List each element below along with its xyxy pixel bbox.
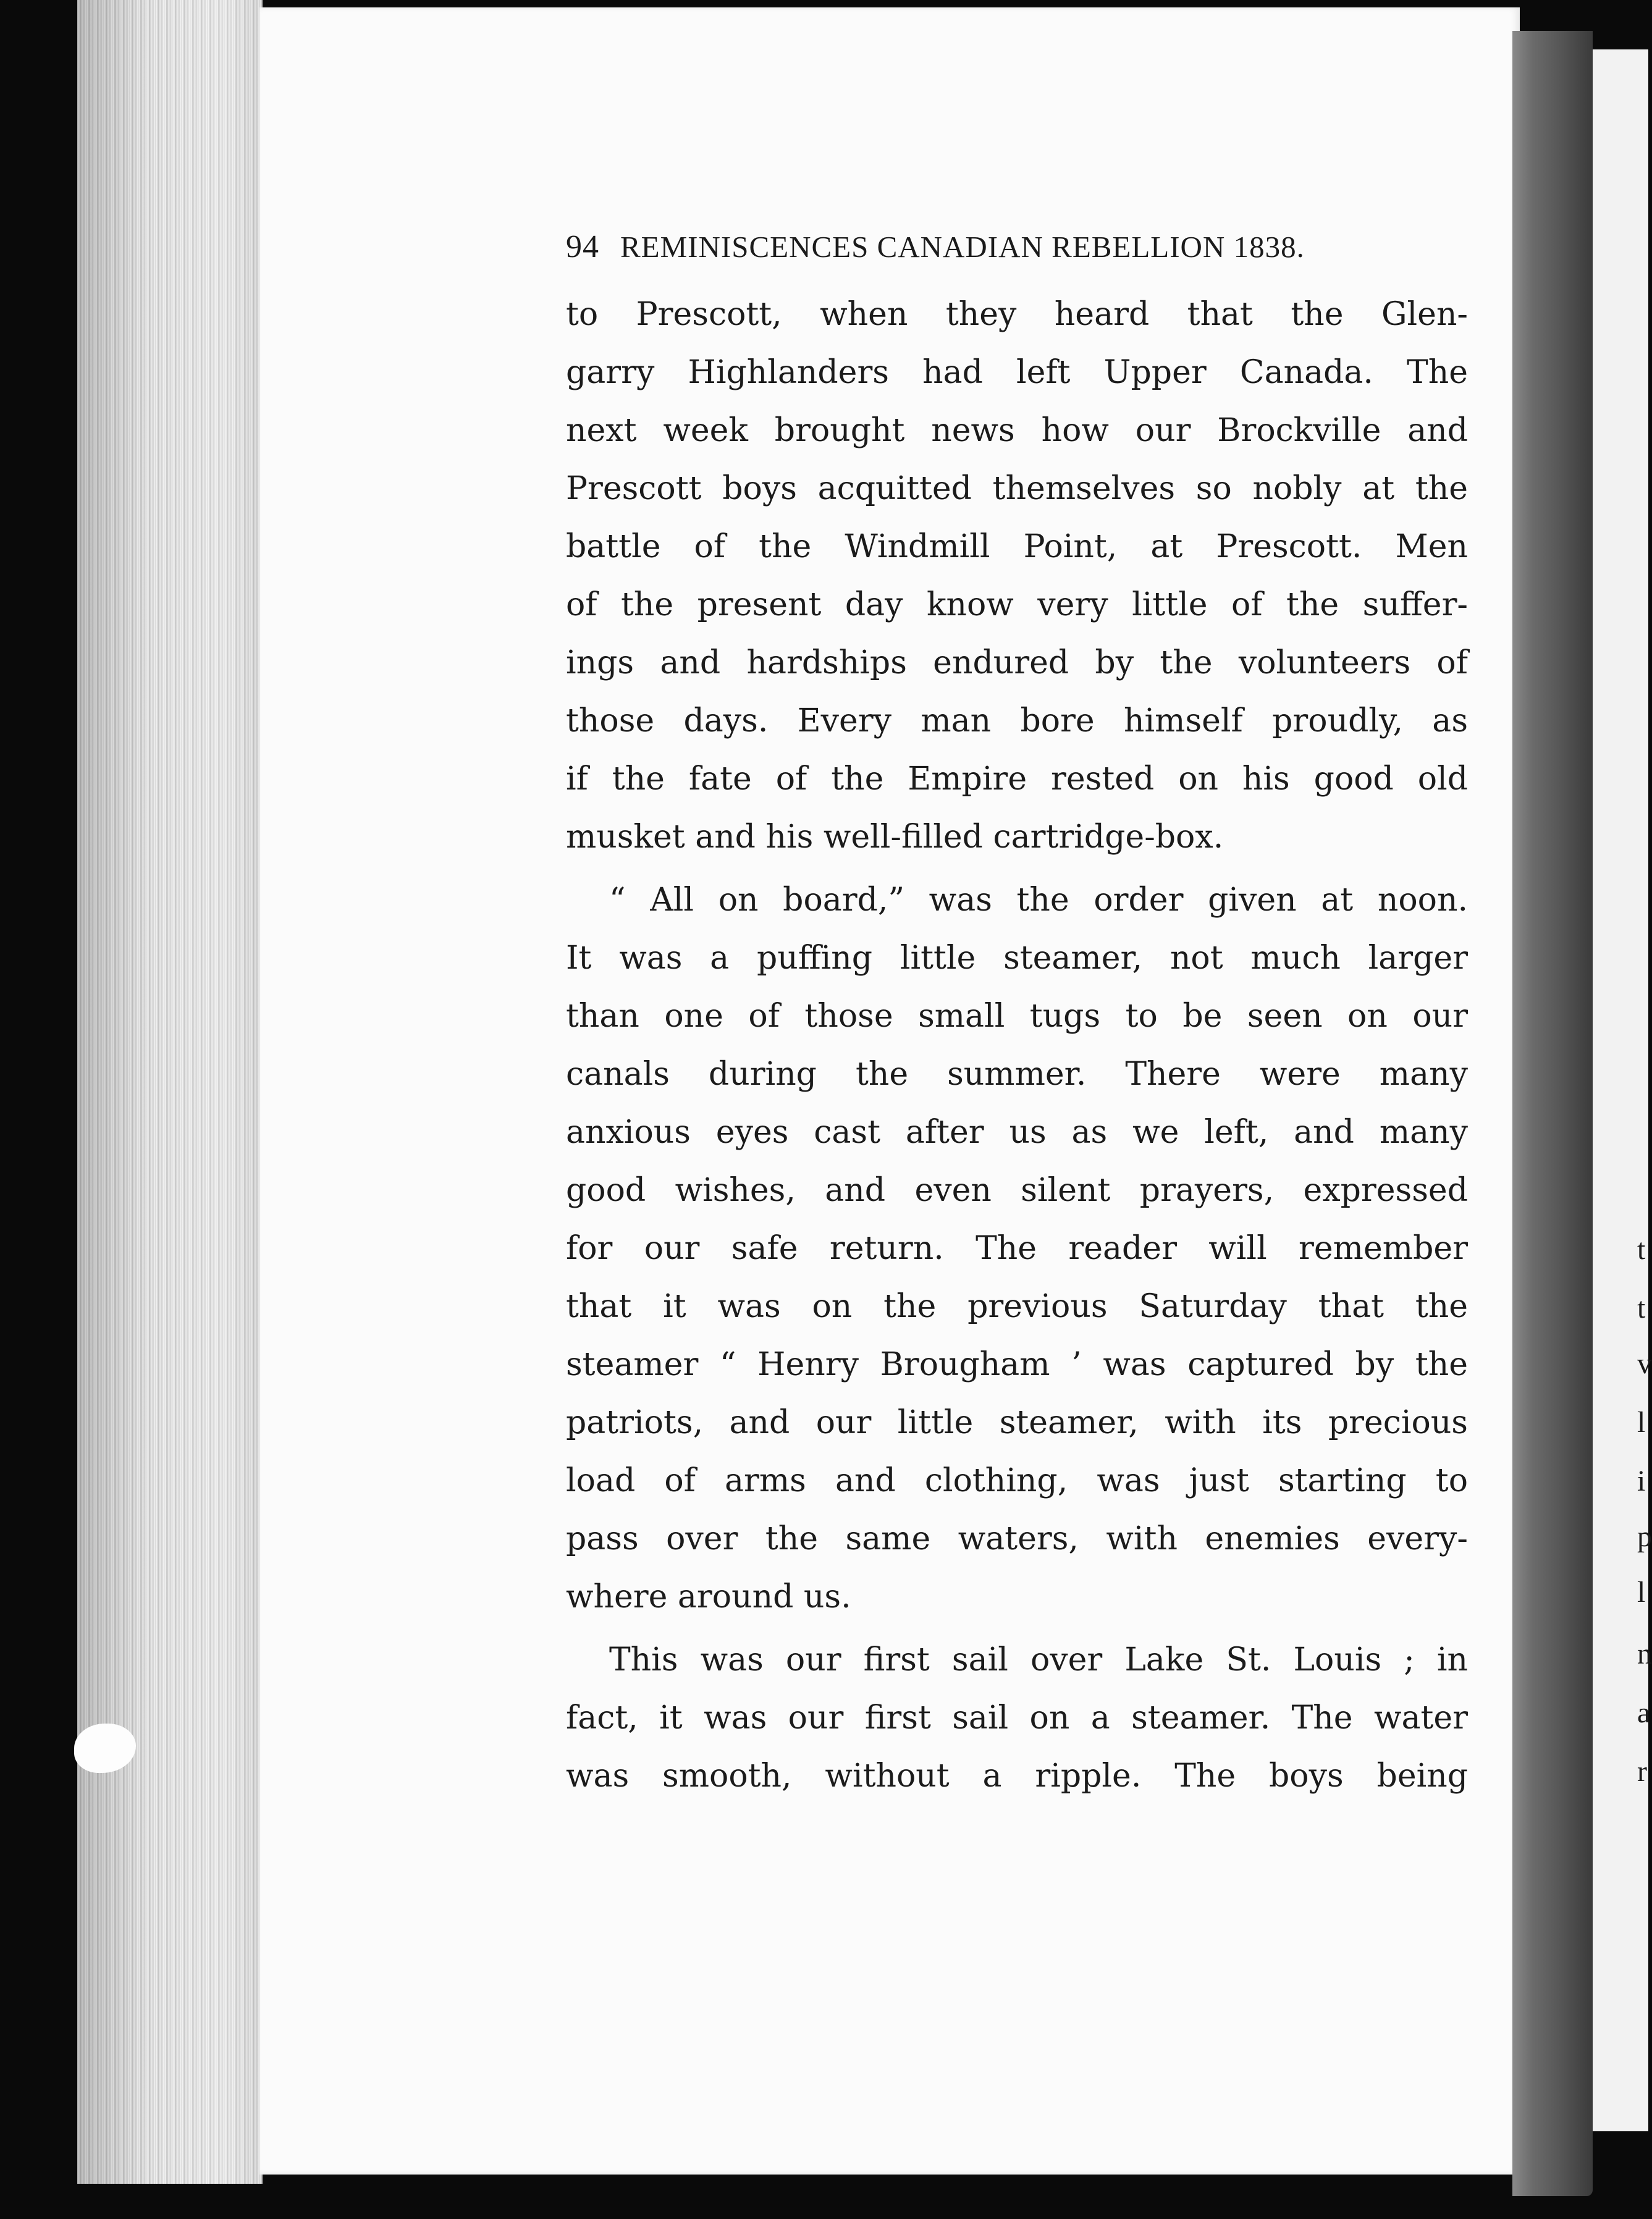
text-line: those days. Every man bore himself proudly, as [566, 702, 1468, 739]
text-line: that it was on the previous Saturday that the [566, 1288, 1468, 1325]
text-line: musket and his well-filled cartridge-box. [566, 819, 1224, 856]
text-line: fact, it was our first sail on a steamer. The water [566, 1699, 1468, 1737]
text-line: anxious eyes cast after us as we left, and many [566, 1114, 1468, 1151]
text-line: if the fate of the Empire rested on his good old [566, 760, 1468, 798]
text-line: where around us. [566, 1578, 851, 1615]
next-page-letter: t [1637, 1292, 1646, 1324]
paragraph [566, 1631, 1468, 1805]
text-line: steamer “ Henry Brougham ’ was captured by the [566, 1346, 1468, 1383]
text-line: ings and hardships endured by the volunteers of [566, 644, 1468, 681]
next-page-edge [1593, 49, 1651, 2131]
page-edges-shadow [77, 0, 263, 2184]
next-page-letter: i [1637, 1465, 1646, 1497]
next-page-letter: r [1637, 1755, 1647, 1788]
page-number: 94 [566, 229, 599, 264]
text-line: “ All on board,” was the order given at noon. [609, 882, 1468, 919]
text-line: to Prescott, when they heard that the Glen- [566, 296, 1468, 333]
next-page-letter: l [1637, 1576, 1646, 1609]
text-line: patriots, and our little steamer, with its precious [566, 1404, 1468, 1441]
page-content [566, 229, 1468, 1805]
text-line: for our safe return. The reader will remember [566, 1230, 1468, 1267]
running-head [566, 229, 1468, 272]
paragraph [566, 871, 1468, 1626]
next-page-letter: t [1637, 1233, 1646, 1266]
next-page-letter: a [1637, 1696, 1651, 1729]
text-line: battle of the Windmill Point, at Prescott. Men [566, 528, 1468, 565]
text-line: was smooth, without a ripple. The boys being [566, 1758, 1468, 1795]
next-page-letter: v [1637, 1347, 1652, 1380]
text-line: garry Highlanders had left Upper Canada. The [566, 354, 1468, 391]
text-line: next week brought news how our Brockville and [566, 412, 1468, 449]
text-line: load of arms and clothing, was just starting to [566, 1462, 1468, 1499]
text-line: canals during the summer. There were many [566, 1056, 1468, 1093]
next-page-letter: l [1637, 1406, 1646, 1439]
text-line: than one of those small tugs to be seen on our [566, 998, 1468, 1035]
text-line: of the present day know very little of the suffer- [566, 586, 1468, 623]
next-page-letter: p [1637, 1520, 1652, 1553]
next-page-letter: n [1637, 1638, 1652, 1670]
running-title: REMINISCENCES CANADIAN REBELLION 1838. [620, 230, 1305, 264]
text-line: This was our first sail over Lake St. Louis ; in [609, 1641, 1468, 1678]
gutter-shadow [1512, 31, 1593, 2196]
text-line: pass over the same waters, with enemies every- [566, 1520, 1468, 1557]
text-line: It was a puffing little steamer, not much larger [566, 940, 1468, 977]
text-line: good wishes, and even silent prayers, expressed [566, 1172, 1468, 1209]
paragraph [566, 285, 1468, 866]
text-line: Prescott boys acquitted themselves so nobly at the [566, 470, 1468, 507]
